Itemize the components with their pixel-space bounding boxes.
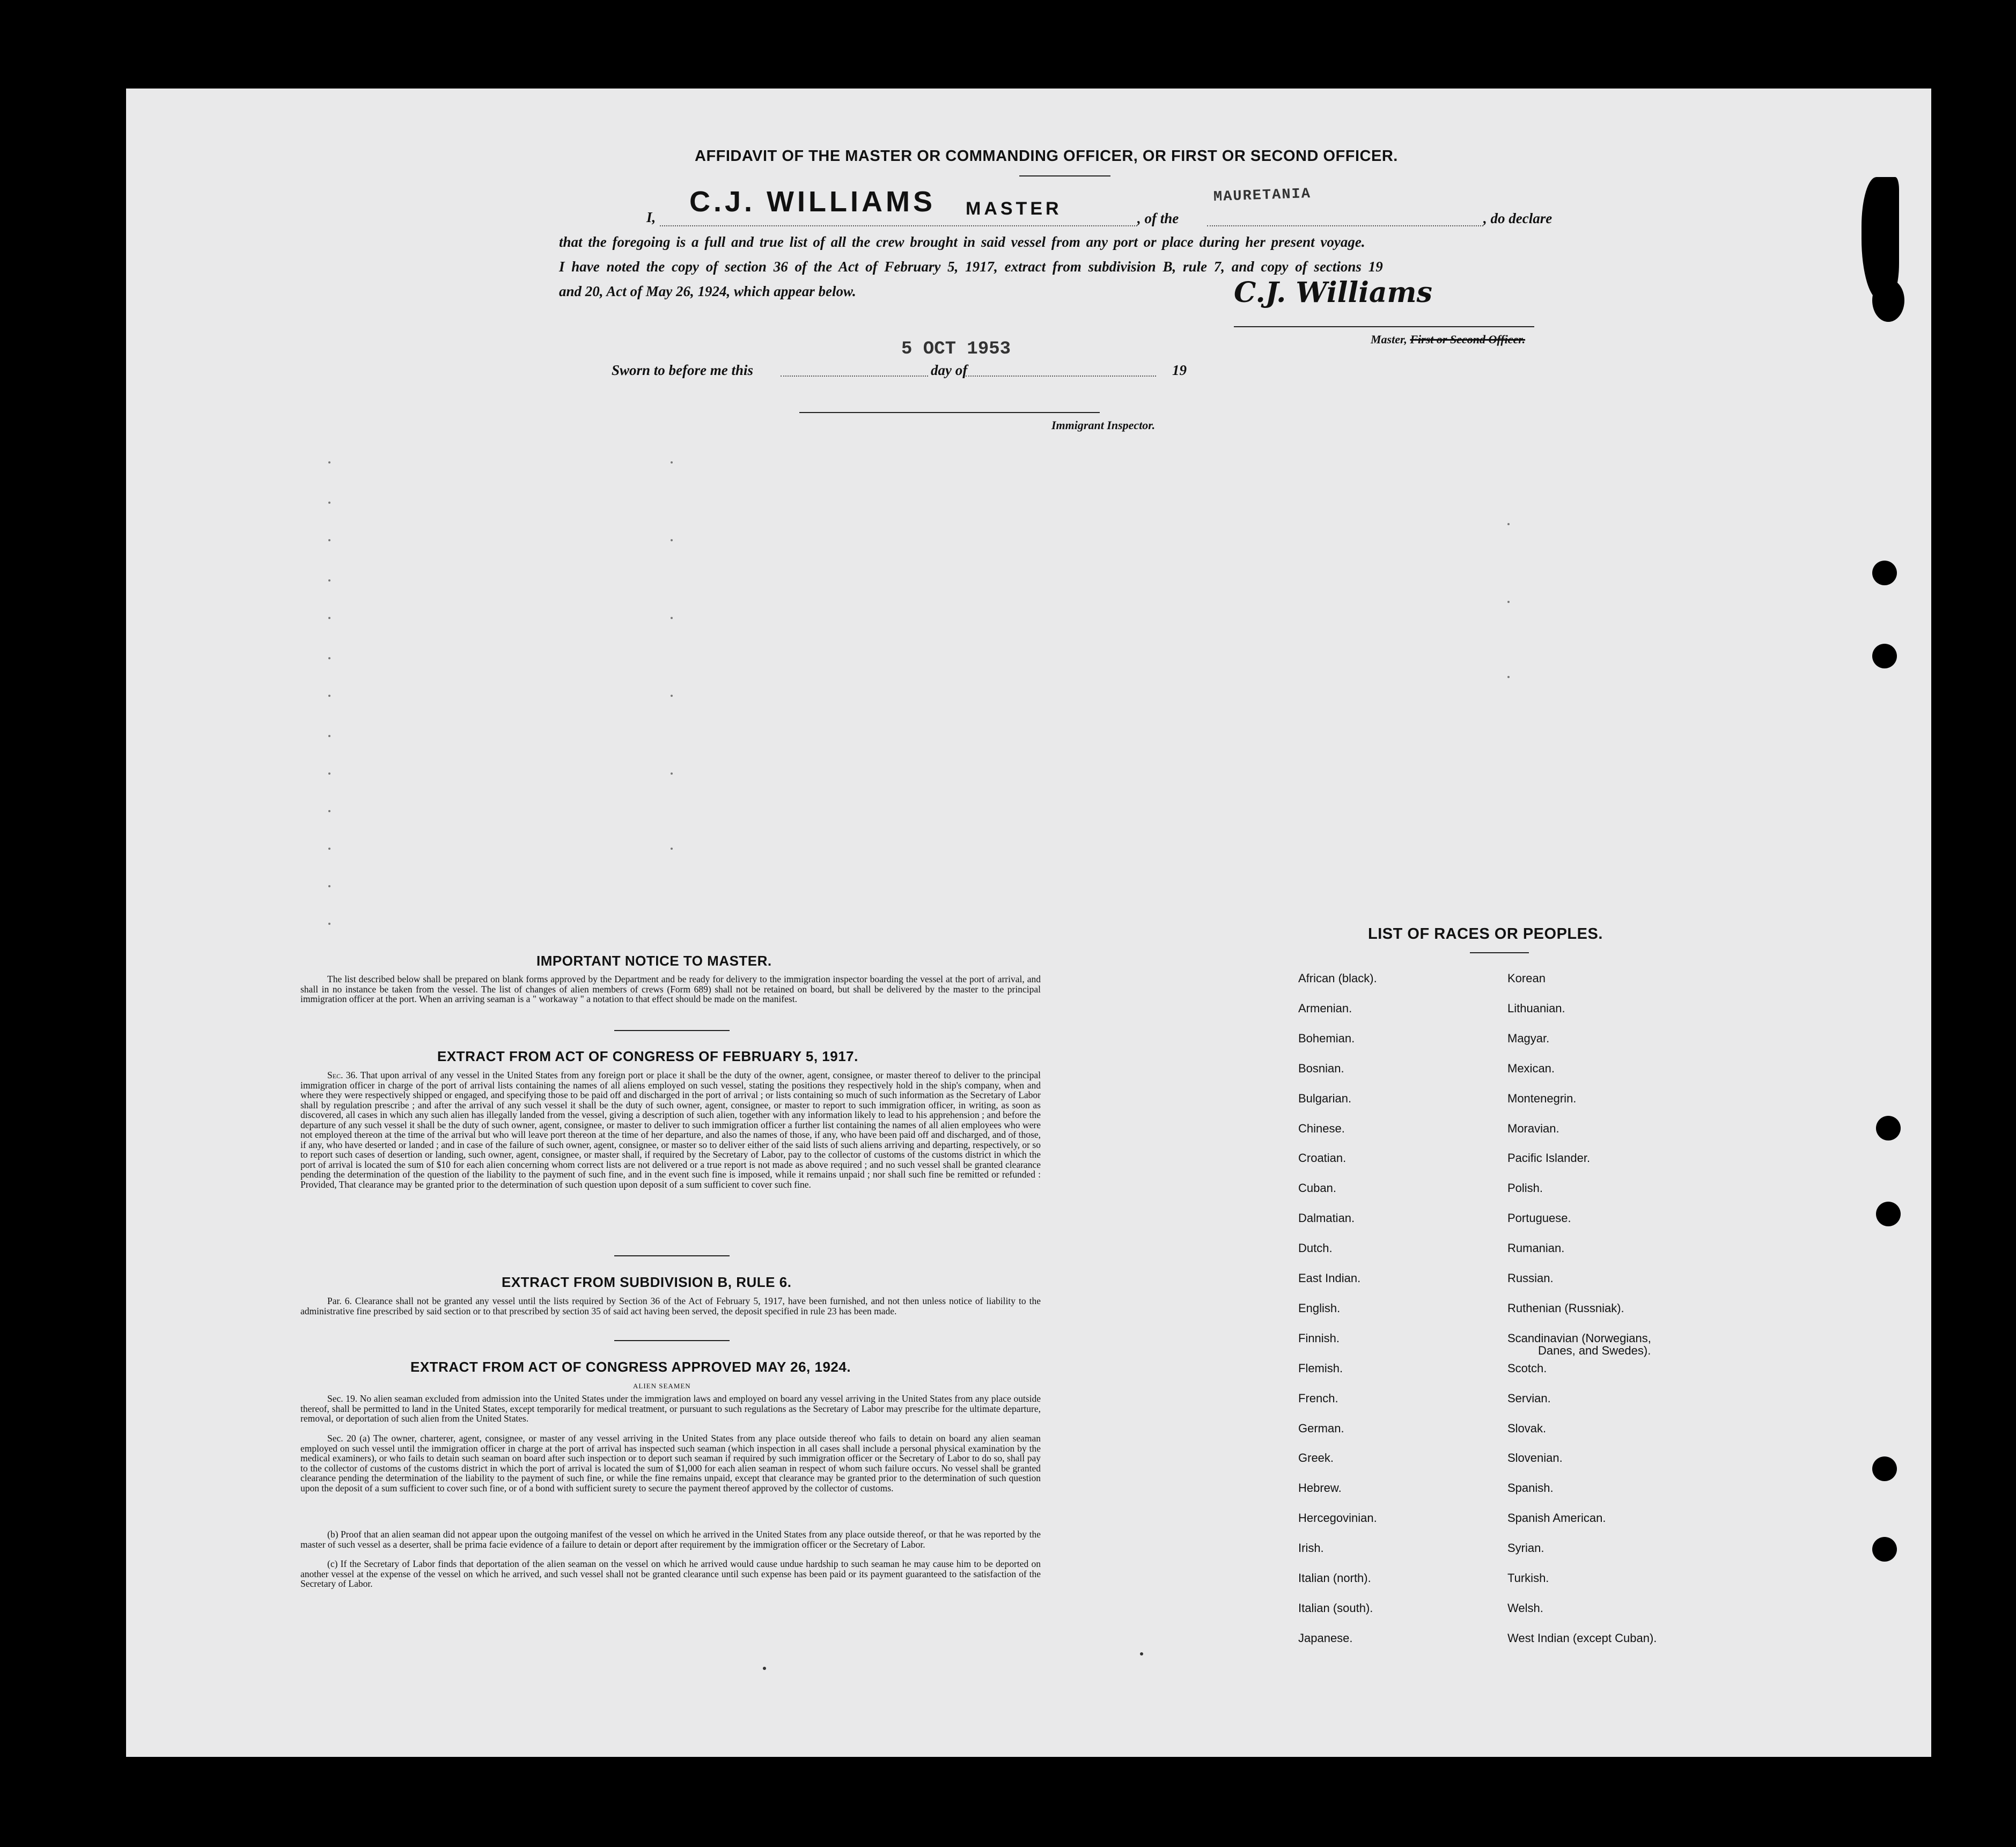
faint-dot	[763, 1667, 766, 1670]
race-item: Pacific Islander.	[1507, 1151, 1591, 1165]
sec20c-body: (c) If the Secretary of Labor finds that deportation of the alien seaman on the vessel on which he arrived would cause undue hardship to such seaman he may cause him to be deported on another vessel at the expense of the vessel on which he arrived, and such vessel shall not be granted clearance until such expense has been paid or its payment guaranteed to the satisfaction of the Secretary of Labor.	[300, 1558, 1041, 1589]
extract-1917-title: EXTRACT FROM ACT OF CONGRESS OF FEBRUARY 5, 1917.	[437, 1048, 858, 1064]
title-rule	[1019, 175, 1110, 176]
race-item: Turkish.	[1507, 1571, 1549, 1585]
extract-1917-body	[300, 1070, 1041, 1189]
race-item: Dalmatian.	[1298, 1211, 1355, 1225]
faint-dot	[328, 695, 330, 697]
race-item: Finnish.	[1298, 1331, 1340, 1345]
punch-hole	[1872, 1537, 1897, 1562]
faint-dot	[328, 502, 330, 504]
declarant-name-handwritten: C.J. WILLIAMS	[689, 186, 936, 218]
of-the-label: , of the	[1137, 210, 1179, 226]
rule6-body: Par. 6. Clearance shall not be granted any vessel until the lists required by Section 36 of the Act of February 5, 1917, have been furnished, and not then unless notice of liability to the administrative fine prescribed by said section or to that prescribed by section 35 of said act having been served, the deposit specified in rule 23 has been made.	[300, 1296, 1041, 1316]
faint-dot	[671, 695, 673, 697]
race-item: Slovenian.	[1507, 1451, 1563, 1465]
punch-hole	[1876, 1116, 1901, 1140]
affidavit-line-2: that the foregoing is a full and true list of all the crew brought in said vessel from any port or place during her present voyage.	[559, 234, 1365, 250]
race-scandinavian-cont: Danes, and Swedes).	[1538, 1344, 1651, 1357]
race-item: Welsh.	[1507, 1601, 1543, 1615]
races-title: LIST OF RACES OR PEOPLES.	[1368, 925, 1603, 943]
sec19-body: Sec. 19. No alien seaman excluded from admission into the United States under the immigration laws and employed on board any vessel arriving in the United States from any place outside thereof, shall be permitted to land in the United States, except temporarily for medical treatment, or pursuant to such regulations as the Secretary of Labor may prescribe for the ultimate departure, removal, or deportation of such alien from the United States.	[300, 1393, 1041, 1424]
race-item: Flemish.	[1298, 1362, 1343, 1375]
race-item: Ruthenian (Russniak).	[1507, 1301, 1624, 1315]
faint-dot	[328, 810, 330, 812]
faint-dot	[328, 848, 330, 850]
sec20a-body: Sec. 20 (a) The owner, charterer, agent, consignee, or master of any vessel arriving in the United States from any place outside thereof who fails to detain on board any alien seaman employed on such vessel until the immigration officer in charge at the port of arrival has inspected such seaman (which inspection in all cases shall include a personal physical examination by the medical examiners), or who fails to detain such seaman on board after such inspection or to deport such seaman if required by such immigration officer or the Secretary of Labor to do so, shall pay to the collector of customs of the customs district in which the port of arrival is located the sum of $1,000 for each alien seaman in respect of whom such failure occurs. No vessel shall be granted clearance pending the determination of the liability to the payment of such fine, or while the fine remains unpaid, except that clearance may be granted prior to the determination of such question upon the deposit of a sum sufficient to cover such fine, or of a bond with sufficient surety to secure the payment thereof approved by the collector of customs.	[300, 1433, 1041, 1493]
faint-dot	[328, 579, 330, 582]
race-item: Magyar.	[1507, 1032, 1550, 1045]
race-item: Hebrew.	[1298, 1481, 1342, 1495]
race-item: French.	[1298, 1392, 1338, 1405]
torn-edge-lower	[1872, 279, 1904, 322]
do-declare-label: , do declare	[1483, 210, 1553, 226]
sec20b-body: (b) Proof that an alien seaman did not appear upon the outgoing manifest of the vessel on which he arrived in the United States from any place outside thereof, or that he was reported by the master of such vessel as a deserter, shall be prima facie evidence of a failure to detain or deport after requirement by the immigration officer or the Secretary of Labor.	[300, 1529, 1041, 1550]
affidavit-title: AFFIDAVIT OF THE MASTER OR COMMANDING OFFICER, OR FIRST OR SECOND OFFICER.	[695, 148, 1398, 165]
notice-title: IMPORTANT NOTICE TO MASTER.	[536, 953, 772, 969]
alien-seamen-subtitle: ALIEN SEAMEN	[633, 1382, 691, 1390]
year-prefix: 19	[1172, 362, 1187, 378]
notice-rule	[614, 1030, 730, 1031]
faint-dot	[328, 539, 330, 541]
signature-caption-master: Master,	[1371, 333, 1410, 346]
signature-caption-struck: First or Second Officer.	[1410, 333, 1526, 346]
race-item: Portuguese.	[1507, 1211, 1571, 1225]
race-item: Japanese.	[1298, 1631, 1353, 1645]
signature-caption	[1371, 333, 1525, 347]
race-item: Dutch.	[1298, 1241, 1333, 1255]
faint-dot	[328, 772, 330, 775]
race-item: East Indian.	[1298, 1271, 1361, 1285]
faint-dot	[328, 617, 330, 619]
faint-dot	[671, 772, 673, 775]
rule6-title: EXTRACT FROM SUBDIVISION B, RULE 6.	[502, 1274, 792, 1290]
race-item: Chinese.	[1298, 1122, 1345, 1135]
faint-dot	[1507, 523, 1510, 525]
rank-handwritten: MASTER	[966, 198, 1062, 219]
race-item: Russian.	[1507, 1271, 1554, 1285]
vessel-line	[1207, 225, 1483, 226]
punch-hole	[1876, 1202, 1901, 1226]
race-item: Polish.	[1507, 1181, 1543, 1195]
faint-dot	[328, 461, 330, 463]
faint-dot	[671, 461, 673, 463]
race-item: German.	[1298, 1422, 1344, 1435]
sworn-month-line	[966, 376, 1156, 377]
inspector-line	[799, 412, 1100, 413]
date-stamp: 5 OCT 1953	[901, 339, 1011, 359]
punch-hole	[1872, 1456, 1897, 1481]
race-item: Slovak.	[1507, 1422, 1547, 1435]
race-item: Montenegrin.	[1507, 1092, 1577, 1105]
punch-hole	[1872, 644, 1897, 668]
race-item: Italian (north).	[1298, 1571, 1371, 1585]
rule6-rule	[614, 1340, 730, 1341]
race-item: Lithuanian.	[1507, 1002, 1565, 1015]
race-item: Spanish American.	[1507, 1511, 1606, 1525]
race-item: Irish.	[1298, 1541, 1324, 1555]
race-item: Italian (south).	[1298, 1601, 1373, 1615]
race-item: Scandinavian (Norwegians,	[1507, 1331, 1651, 1345]
sworn-label: Sworn to before me this	[612, 362, 754, 378]
race-item: Mexican.	[1507, 1062, 1555, 1075]
race-item: Bulgarian.	[1298, 1092, 1352, 1105]
sec36-label: Sec. 36.	[327, 1070, 358, 1080]
day-of-label: day of	[931, 362, 968, 378]
race-item: Rumanian.	[1507, 1241, 1565, 1255]
race-item: Bosnian.	[1298, 1062, 1344, 1075]
faint-dot	[328, 735, 330, 737]
signature-line	[1234, 326, 1534, 327]
race-item: Bohemian.	[1298, 1032, 1355, 1045]
extract-1917-rule	[614, 1255, 730, 1256]
race-item: Greek.	[1298, 1451, 1334, 1465]
extract-1924-title: EXTRACT FROM ACT OF CONGRESS APPROVED MAY 26, 1924.	[410, 1359, 851, 1375]
sec36-text: That upon arrival of any vessel in the United States from any foreign port or place it shall be the duty of the owner, agent, consignee, or master thereof to deliver to the principal immigration officer in charge of the port of arrival lists containing the names of all aliens employed on such vessel, stating the positions they respectively hold in the ship's company, when and where they were respectively shipped or engaged, and specifying those to be paid off and discharged in the port of arrival ; or lists containing so much of such information as the Secretary of Labor shall by regulation prescribe ; and after the arrival of any such vessel it shall be the duty of such owner, agent, consignee, or master to report to such immigration officer, in writing, as soon as discovered, all cases in which any such alien has illegally landed from the vessel, giving a description of such alien, together with any information likely to lead to his apprehension ; and before the departure of any such vessel it shall be the duty of such owner, agent, consignee, or master to deliver to such immigration officer a further list containing the names of all alien employees who were not employed thereon at the time of the arrival but who will leave port thereon at the time of her departure, and also the names of those, if any, who have been paid off and discharged, and of those, if any, who have deserted or landed ; and in case of the failure of such owner, agent, consignee, or master so to deliver either of the said lists of such aliens arriving and departing, respectively, or so to report such cases of desertion or landing, such owner, agent, consignee, or master shall, if required by the Secretary of Labor, pay to the collector of customs of the customs district in which the port of arrival is located the sum of $10 for each alien concerning whom correct lists are not delivered or a true report is not made as above required ; and no such vessel shall be granted clearance pending the determination of the question of the liability to the payment of such fine, and in the event such fine is imposed, while it remains unpaid ; nor shall such fine be remitted or refunded : Provided, That clearance may be granted prior to the determination of such question upon deposit of a sum sufficient to cover such fine.	[300, 1070, 1041, 1190]
race-item: English.	[1298, 1301, 1341, 1315]
punch-hole	[1872, 561, 1897, 585]
faint-dot	[328, 923, 330, 925]
faint-dot	[1507, 676, 1510, 678]
faint-dot	[328, 885, 330, 887]
sworn-day-line	[781, 376, 928, 377]
race-item: Korean	[1507, 972, 1546, 985]
master-signature: C.J. Williams	[1234, 276, 1432, 309]
faint-dot	[328, 657, 330, 659]
i-label: I,	[646, 209, 656, 225]
race-item: Moravian.	[1507, 1122, 1559, 1135]
race-item: Syrian.	[1507, 1541, 1544, 1555]
race-item: West Indian (except Cuban).	[1507, 1631, 1657, 1645]
race-item: Servian.	[1507, 1392, 1551, 1405]
race-item: Armenian.	[1298, 1002, 1352, 1015]
notice-body: The list described below shall be prepared on blank forms approved by the Department and be ready for delivery to the immigration inspector boarding the vessel at the port of arrival, and shall in no instance be taken from the vessel. The list of changes of alien members of crews (Form 689) shall not be retained on board, but shall be delivered by the master to the principal immigration officer at the port. When an arriving seaman is a " workaway " a notation to that effect should be made on the manifest.	[300, 974, 1041, 1004]
vessel-stamp: MAURETANIA	[1213, 186, 1312, 206]
race-item: African (black).	[1298, 972, 1377, 985]
inspector-caption: Immigrant Inspector.	[1051, 418, 1156, 432]
race-item: Scotch.	[1507, 1362, 1547, 1375]
affidavit-line-3: I have noted the copy of section 36 of the Act of February 5, 1917, extract from subdivision B, rule 7, and copy of sections 19	[559, 259, 1383, 275]
faint-dot	[671, 617, 673, 619]
affidavit-line-4: and 20, Act of May 26, 1924, which appear below.	[559, 283, 856, 299]
declarant-line	[660, 225, 1137, 226]
race-item: Croatian.	[1298, 1151, 1347, 1165]
faint-dot	[671, 848, 673, 850]
race-item: Spanish.	[1507, 1481, 1554, 1495]
faint-dot	[1140, 1652, 1143, 1655]
race-item: Cuban.	[1298, 1181, 1336, 1195]
races-rule	[1470, 952, 1529, 953]
faint-dot	[671, 539, 673, 541]
document-sheet	[126, 89, 1931, 1757]
faint-dot	[1507, 601, 1510, 603]
race-item: Hercegovinian.	[1298, 1511, 1377, 1525]
